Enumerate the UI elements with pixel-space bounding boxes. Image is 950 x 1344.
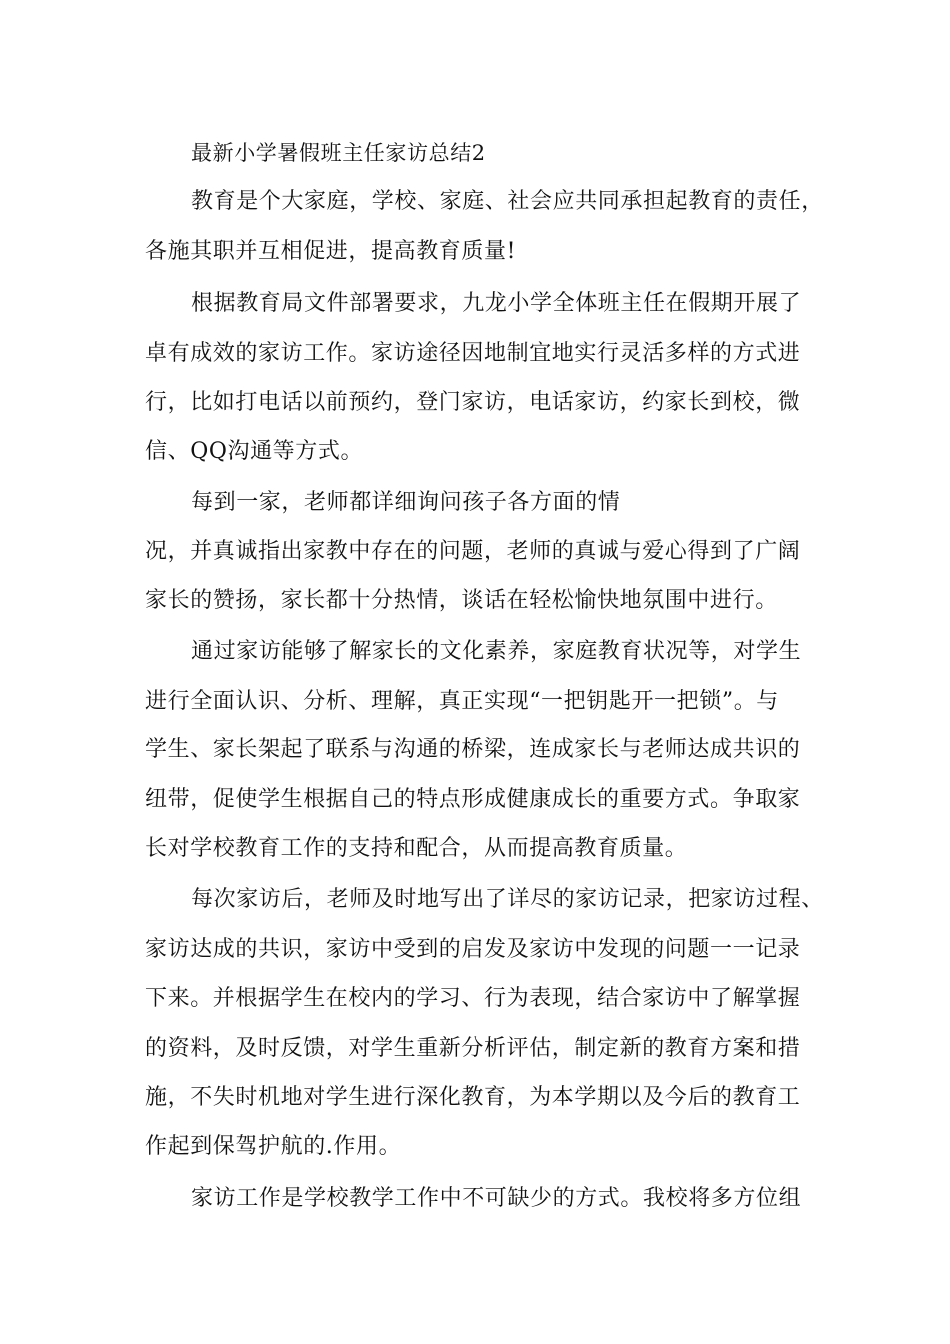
paragraph-line: 家访达成的共识，家访中受到的启发及家访中发现的问题一一记录 [145, 937, 801, 962]
paragraph-line: 况，并真诚指出家教中存在的问题，老师的真诚与爱心得到了广阔 [145, 539, 801, 564]
paragraph-line: 家访工作是学校教学工作中不可缺少的方式。我校将多方位组 [191, 1186, 802, 1211]
paragraph-line: 家长的赞扬，家长都十分热情，谈话在轻松愉快地氛围中进行。 [145, 588, 778, 613]
paragraph-line: 长对学校教育工作的支持和配合，从而提高教育质量。 [145, 836, 688, 861]
paragraph-line: 信、QQ沟通等方式。 [145, 439, 364, 464]
paragraph-line: 纽带，促使学生根据自己的特点形成健康成长的重要方式。争取家 [145, 787, 801, 812]
paragraph-line: 卓有成效的家访工作。家访途径因地制宜地实行灵活多样的方式进 [145, 341, 801, 366]
paragraph-line: 行，比如打电话以前预约，登门家访，电话家访，约家长到校，微 [145, 390, 801, 415]
paragraph-line: 教育是个大家庭，学校、家庭、社会应共同承担起教育的责任， [191, 189, 824, 214]
paragraph-line: 学生、家长架起了联系与沟通的桥梁，连成家长与老师达成共识的 [145, 737, 801, 762]
paragraph-line: 施，不失时机地对学生进行深化教育，为本学期以及今后的教育工 [145, 1085, 801, 1110]
paragraph-line: 根据教育局文件部署要求，九龙小学全体班主任在假期开展了 [191, 291, 802, 316]
paragraph-line: 每到一家，老师都详细询问孩子各方面的情 [191, 490, 621, 515]
paragraph-line: 下来。并根据学生在校内的学习、行为表现，结合家访中了解掌握 [145, 986, 801, 1011]
paragraph-line: 作起到保驾护航的.作用。 [145, 1134, 402, 1159]
paragraph-line: 进行全面认识、分析、理解，真正实现“一把钥匙开一把锁”。与 [145, 689, 779, 714]
paragraph-line: 的资料，及时反馈，对学生重新分析评估，制定新的教育方案和措 [145, 1036, 801, 1061]
paragraph-line: 通过家访能够了解家长的文化素养，家庭教育状况等，对学生 [191, 639, 802, 664]
paragraph-line: 每次家访后，老师及时地写出了详尽的家访记录，把家访过程、 [191, 887, 824, 912]
document-title: 最新小学暑假班主任家访总结2 [191, 141, 486, 165]
paragraph-line: 各施其职并互相促进，提高教育质量! [145, 239, 517, 264]
